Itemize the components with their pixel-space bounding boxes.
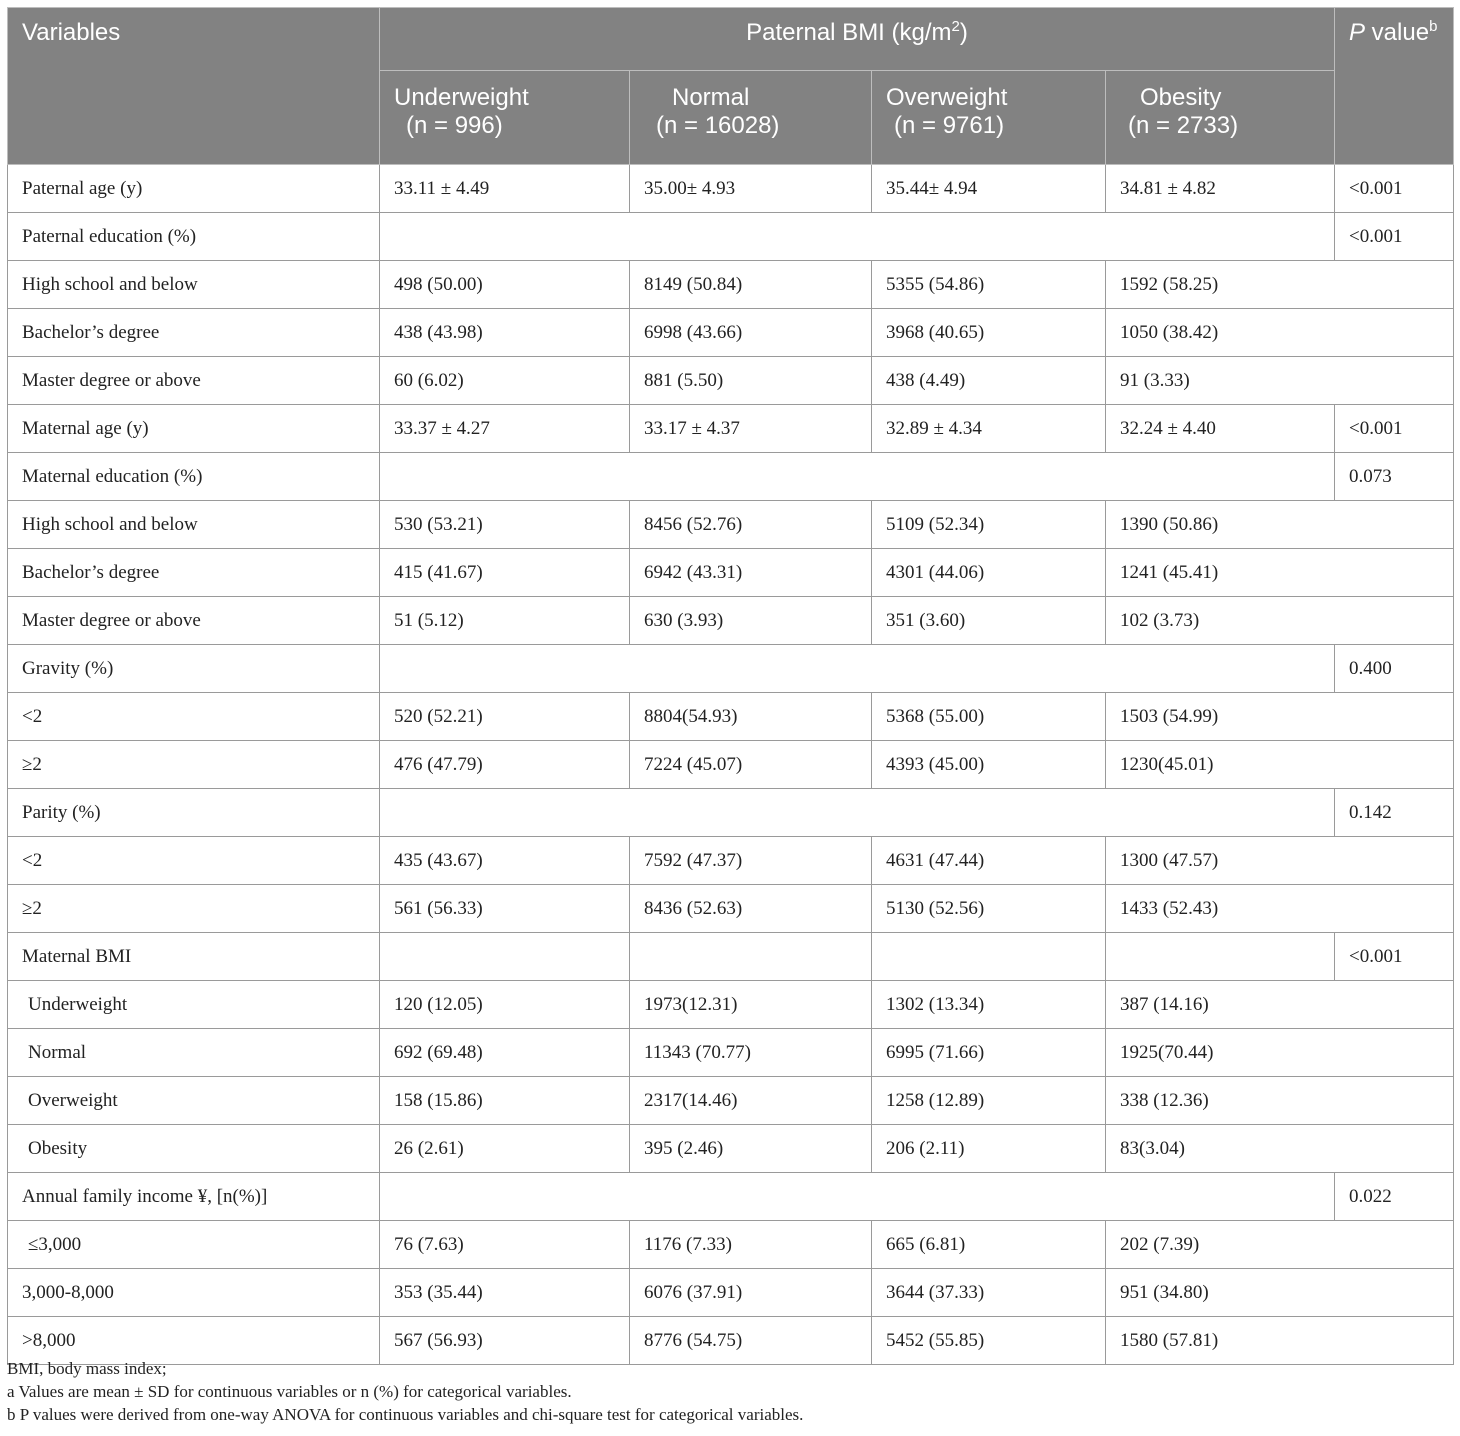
row-empty-cell — [872, 933, 1106, 981]
table-row — [8, 933, 1454, 981]
row-value: 206 (2.11) — [872, 1125, 1106, 1173]
row-value: 1592 (58.25) — [1106, 261, 1454, 309]
table-row — [8, 693, 1454, 741]
row-p-value: 0.400 — [1335, 645, 1454, 693]
row-value: 5452 (55.85) — [872, 1317, 1106, 1365]
row-value: 5355 (54.86) — [872, 261, 1106, 309]
row-value: 351 (3.60) — [872, 597, 1106, 645]
row-value: 438 (4.49) — [872, 357, 1106, 405]
row-value: 1433 (52.43) — [1106, 885, 1454, 933]
row-value: 5130 (52.56) — [872, 885, 1106, 933]
row-label: Parity (%) — [8, 789, 380, 837]
header-col-n: (n = 996) — [406, 112, 503, 139]
row-value: 26 (2.61) — [380, 1125, 630, 1173]
row-value: 338 (12.36) — [1106, 1077, 1454, 1125]
row-label: <2 — [8, 837, 380, 885]
row-value: 438 (43.98) — [380, 309, 630, 357]
row-value: 1973(12.31) — [630, 981, 872, 1029]
row-p-value: <0.001 — [1335, 165, 1454, 213]
characteristics-table — [7, 7, 1454, 1365]
row-p-value: 0.073 — [1335, 453, 1454, 501]
row-spacer — [380, 213, 1335, 261]
row-value: 5368 (55.00) — [872, 693, 1106, 741]
row-empty-cell — [1106, 933, 1335, 981]
header-p-value — [1335, 8, 1454, 165]
row-label: Gravity (%) — [8, 645, 380, 693]
row-value: 11343 (70.77) — [630, 1029, 872, 1077]
table-row — [8, 357, 1454, 405]
row-value: 1050 (38.42) — [1106, 309, 1454, 357]
row-value: 951 (34.80) — [1106, 1269, 1454, 1317]
row-value: 1176 (7.33) — [630, 1221, 872, 1269]
row-value: 60 (6.02) — [380, 357, 630, 405]
header-p: P — [1349, 19, 1366, 46]
row-value: 8149 (50.84) — [630, 261, 872, 309]
row-value: 1503 (54.99) — [1106, 693, 1454, 741]
row-value: 32.89 ± 4.34 — [872, 405, 1106, 453]
row-value: 83(3.04) — [1106, 1125, 1454, 1173]
table-row — [8, 501, 1454, 549]
row-label: Bachelor’s degree — [8, 549, 380, 597]
table-header — [8, 8, 1454, 165]
row-value: 8456 (52.76) — [630, 501, 872, 549]
row-value: 530 (53.21) — [380, 501, 630, 549]
row-value: 1300 (47.57) — [1106, 837, 1454, 885]
row-value: 33.17 ± 4.37 — [630, 405, 872, 453]
table-row — [8, 1077, 1454, 1125]
row-value: 6076 (37.91) — [630, 1269, 872, 1317]
row-value: 4393 (45.00) — [872, 741, 1106, 789]
header-overweight — [872, 71, 1106, 165]
row-value: 7224 (45.07) — [630, 741, 872, 789]
table-row — [8, 453, 1454, 501]
row-label: Paternal age (y) — [8, 165, 380, 213]
table-row — [8, 597, 1454, 645]
row-value: 2317(14.46) — [630, 1077, 872, 1125]
footnote-a: a Values are mean ± SD for continuous variables or n (%) for categorical variables. — [7, 1382, 572, 1401]
row-value: 91 (3.33) — [1106, 357, 1454, 405]
header-col-name: Overweight — [886, 84, 1008, 111]
row-label: High school and below — [8, 501, 380, 549]
row-value: 6998 (43.66) — [630, 309, 872, 357]
row-p-value: 0.022 — [1335, 1173, 1454, 1221]
header-col-name: Underweight — [394, 84, 529, 111]
row-label: Paternal education (%) — [8, 213, 380, 261]
row-p-value: <0.001 — [1335, 405, 1454, 453]
table-row — [8, 789, 1454, 837]
row-label: ≥2 — [8, 741, 380, 789]
row-value: 4631 (47.44) — [872, 837, 1106, 885]
row-value: 520 (52.21) — [380, 693, 630, 741]
header-variables: Variables — [8, 8, 380, 165]
header-paternal-bmi — [380, 8, 1335, 71]
footnote-bmi: BMI, body mass index; — [7, 1359, 167, 1378]
row-value: 1390 (50.86) — [1106, 501, 1454, 549]
table-row — [8, 885, 1454, 933]
row-value: 34.81 ± 4.82 — [1106, 165, 1335, 213]
row-p-value: <0.001 — [1335, 213, 1454, 261]
row-p-value: 0.142 — [1335, 789, 1454, 837]
row-value: 5109 (52.34) — [872, 501, 1106, 549]
row-label: Annual family income ¥, [n(%)] — [8, 1173, 380, 1221]
row-value: 476 (47.79) — [380, 741, 630, 789]
row-label: Underweight — [8, 981, 380, 1029]
header-underweight — [380, 71, 630, 165]
row-label: High school and below — [8, 261, 380, 309]
row-value: 120 (12.05) — [380, 981, 630, 1029]
header-normal — [630, 71, 872, 165]
row-value: 1302 (13.34) — [872, 981, 1106, 1029]
header-col-name: Obesity — [1140, 84, 1222, 111]
row-label: 3,000-8,000 — [8, 1269, 380, 1317]
row-value: 4301 (44.06) — [872, 549, 1106, 597]
row-value: 8436 (52.63) — [630, 885, 872, 933]
row-value: 35.44± 4.94 — [872, 165, 1106, 213]
row-value: 7592 (47.37) — [630, 837, 872, 885]
row-value: 665 (6.81) — [872, 1221, 1106, 1269]
table-row — [8, 741, 1454, 789]
row-value: 102 (3.73) — [1106, 597, 1454, 645]
footnote-b: b P values were derived from one-way ANOVA for continuous variables and chi-square test for categorical variables. — [7, 1405, 804, 1424]
table-row — [8, 405, 1454, 453]
row-label: <2 — [8, 693, 380, 741]
row-label: Master degree or above — [8, 597, 380, 645]
row-label: Bachelor’s degree — [8, 309, 380, 357]
row-label: Overweight — [8, 1077, 380, 1125]
row-label: Master degree or above — [8, 357, 380, 405]
row-value: 76 (7.63) — [380, 1221, 630, 1269]
table-row — [8, 213, 1454, 261]
row-spacer — [380, 453, 1335, 501]
table-row — [8, 981, 1454, 1029]
row-value: 435 (43.67) — [380, 837, 630, 885]
row-label: Obesity — [8, 1125, 380, 1173]
row-value: 3968 (40.65) — [872, 309, 1106, 357]
row-p-value: <0.001 — [1335, 933, 1454, 981]
row-value: 33.37 ± 4.27 — [380, 405, 630, 453]
row-value: 8804(54.93) — [630, 693, 872, 741]
table-row — [8, 837, 1454, 885]
header-col-name: Normal — [672, 84, 750, 111]
table-row — [8, 1221, 1454, 1269]
row-value: 1241 (45.41) — [1106, 549, 1454, 597]
table-row — [8, 1173, 1454, 1221]
row-value: 8776 (54.75) — [630, 1317, 872, 1365]
header-col-n: (n = 2733) — [1128, 112, 1239, 139]
table-row — [8, 261, 1454, 309]
row-value: 395 (2.46) — [630, 1125, 872, 1173]
table-row — [8, 309, 1454, 357]
table-row — [8, 165, 1454, 213]
row-value: 1580 (57.81) — [1106, 1317, 1454, 1365]
row-value: 33.11 ± 4.49 — [380, 165, 630, 213]
row-empty-cell — [630, 933, 872, 981]
header-obesity — [1106, 71, 1335, 165]
header-group-prefix: Paternal BMI (kg/m — [746, 19, 952, 46]
row-value: 1230(45.01) — [1106, 741, 1454, 789]
row-value: 1258 (12.89) — [872, 1077, 1106, 1125]
table-body — [8, 165, 1454, 1365]
header-value: value — [1365, 19, 1430, 46]
row-label: Maternal education (%) — [8, 453, 380, 501]
table-container — [7, 7, 1453, 1365]
header-col-n: (n = 16028) — [656, 112, 780, 139]
row-label: Maternal BMI — [8, 933, 380, 981]
row-value: 498 (50.00) — [380, 261, 630, 309]
row-value: 158 (15.86) — [380, 1077, 630, 1125]
row-value: 415 (41.67) — [380, 549, 630, 597]
row-label: Maternal age (y) — [8, 405, 380, 453]
header-col-n: (n = 9761) — [894, 112, 1005, 139]
header-p-sup: b — [1429, 18, 1438, 35]
row-value: 6995 (71.66) — [872, 1029, 1106, 1077]
header-group-sup: 2 — [951, 18, 960, 35]
header-group-suffix: ) — [959, 19, 968, 46]
row-value: 692 (69.48) — [380, 1029, 630, 1077]
row-label: Normal — [8, 1029, 380, 1077]
row-value: 387 (14.16) — [1106, 981, 1454, 1029]
table-footnotes — [7, 1357, 803, 1426]
row-spacer — [380, 645, 1335, 693]
row-value: 567 (56.93) — [380, 1317, 630, 1365]
table-row — [8, 1029, 1454, 1077]
row-empty-cell — [380, 933, 630, 981]
row-label: ≤3,000 — [8, 1221, 380, 1269]
table-row — [8, 1269, 1454, 1317]
row-value: 881 (5.50) — [630, 357, 872, 405]
row-value: 202 (7.39) — [1106, 1221, 1454, 1269]
row-label: >8,000 — [8, 1317, 380, 1365]
row-value: 1925(70.44) — [1106, 1029, 1454, 1077]
row-label: ≥2 — [8, 885, 380, 933]
row-value: 353 (35.44) — [380, 1269, 630, 1317]
row-spacer — [380, 789, 1335, 837]
row-value: 630 (3.93) — [630, 597, 872, 645]
row-spacer — [380, 1173, 1335, 1221]
row-value: 35.00± 4.93 — [630, 165, 872, 213]
row-value: 51 (5.12) — [380, 597, 630, 645]
row-value: 32.24 ± 4.40 — [1106, 405, 1335, 453]
table-row — [8, 1125, 1454, 1173]
table-row — [8, 549, 1454, 597]
row-value: 6942 (43.31) — [630, 549, 872, 597]
row-value: 561 (56.33) — [380, 885, 630, 933]
table-row — [8, 645, 1454, 693]
row-value: 3644 (37.33) — [872, 1269, 1106, 1317]
